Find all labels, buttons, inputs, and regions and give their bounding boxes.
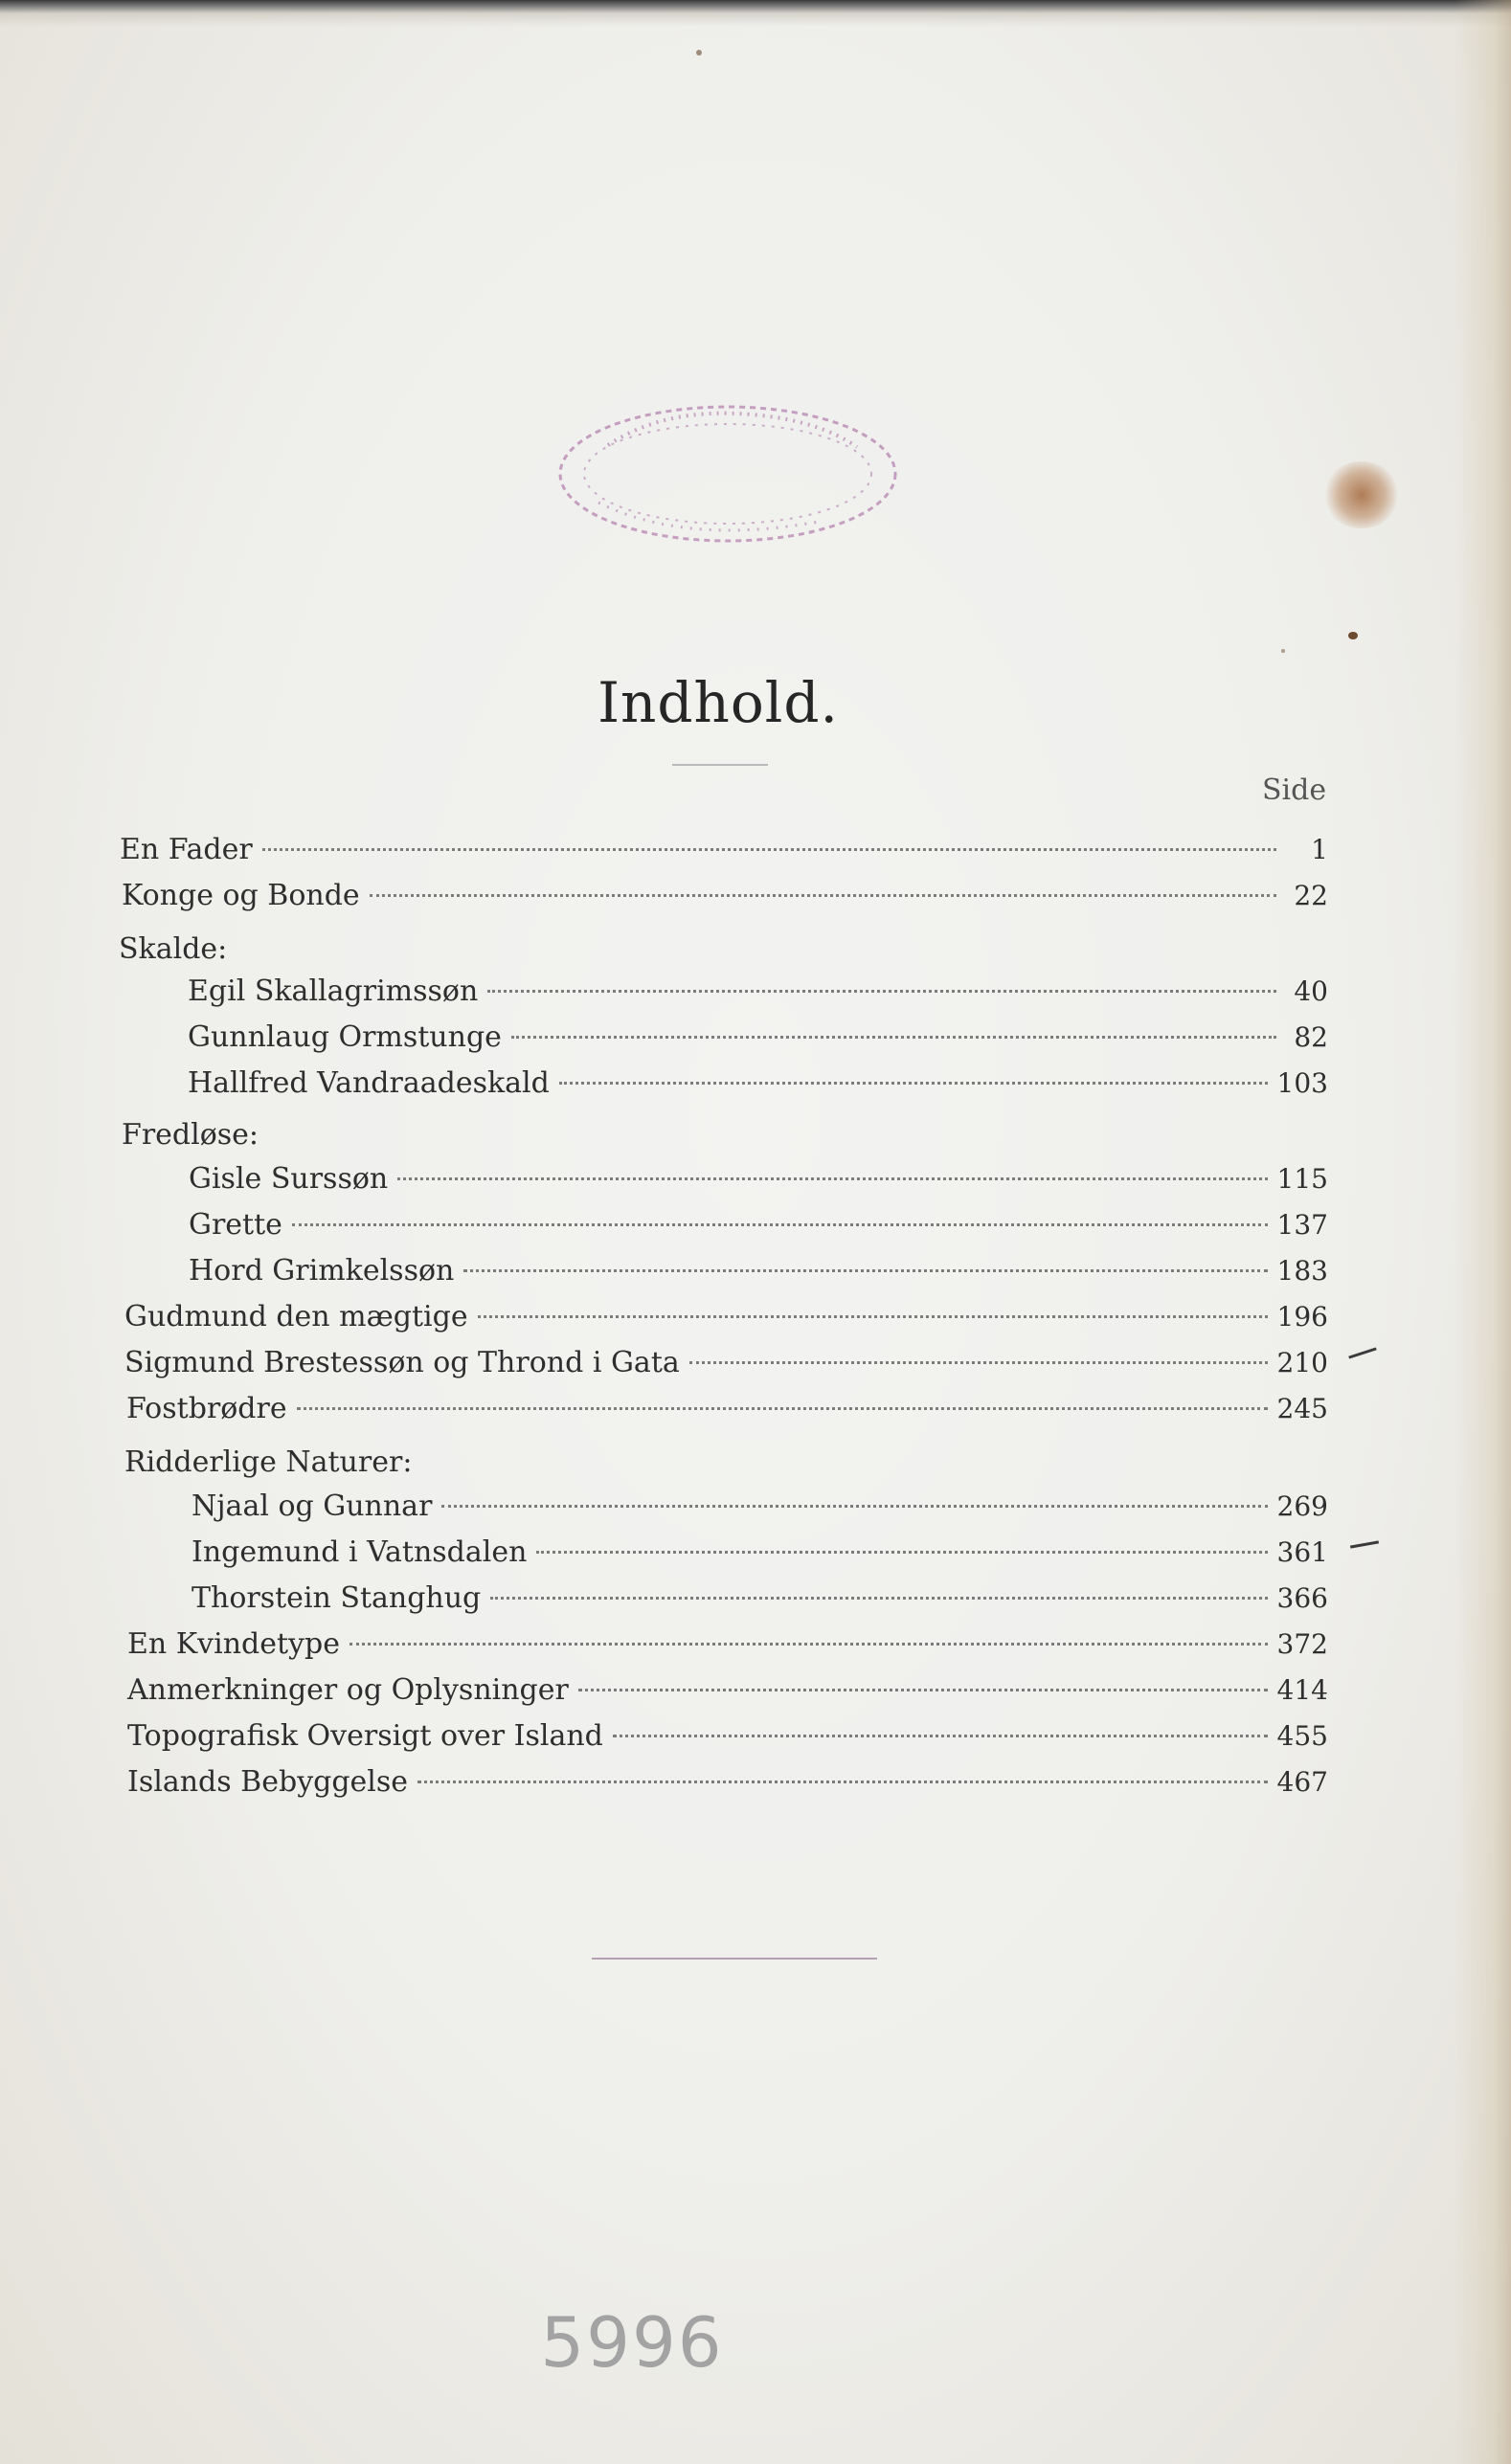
dot-leader — [397, 1177, 1267, 1180]
toc-section-heading: Ridderlige Naturer: — [124, 1445, 413, 1479]
dot-leader — [292, 1223, 1268, 1226]
dot-leader — [613, 1735, 1268, 1737]
dot-leader — [559, 1082, 1268, 1085]
toc-entry-page: 115 — [1276, 1163, 1328, 1195]
toc-entry — [192, 1535, 1328, 1578]
toc-entry — [188, 1066, 1328, 1109]
toc-entry-page: 366 — [1276, 1582, 1328, 1614]
toc-entry-page: 210 — [1276, 1347, 1328, 1378]
dot-leader — [487, 990, 1276, 993]
dot-leader — [578, 1689, 1268, 1691]
toc-entry — [188, 974, 1328, 1017]
dot-leader — [370, 894, 1276, 897]
dot-leader — [463, 1269, 1267, 1272]
toc-entry — [126, 1392, 1328, 1434]
toc-entry-title: Islands Bebyggelse — [127, 1765, 409, 1799]
toc-entry-page: 361 — [1276, 1536, 1328, 1568]
toc-entry-page: 196 — [1276, 1301, 1328, 1333]
toc-entry-title: Topografisk Oversigt over Island — [127, 1719, 603, 1753]
toc-entry — [127, 1627, 1328, 1669]
toc-entry-title: Sigmund Brestessøn og Thrond i Gata — [124, 1346, 680, 1379]
toc-entry-title: Gunnlaug Ormstunge — [188, 1020, 502, 1054]
toc-entry-title: Hallfred Vandraadeskald — [188, 1066, 550, 1100]
toc-entry — [189, 1162, 1328, 1204]
toc-entry — [122, 879, 1328, 921]
toc-entry-page: 372 — [1276, 1628, 1328, 1660]
dot-leader — [441, 1505, 1267, 1508]
inventory-number: 5996 — [540, 2302, 724, 2383]
dot-leader — [511, 1036, 1276, 1039]
dot-leader — [689, 1361, 1268, 1364]
toc-section-heading: Fredløse: — [122, 1118, 259, 1152]
toc-entry — [124, 1346, 1328, 1388]
toc-entry-page: 245 — [1276, 1393, 1328, 1424]
toc-entry-page: 82 — [1294, 1021, 1328, 1053]
dot-leader — [417, 1781, 1268, 1783]
page-column-header: Side — [1262, 773, 1327, 807]
toc-entry-page: 40 — [1294, 975, 1328, 1007]
toc-entry-title: Gudmund den mægtige — [124, 1300, 468, 1333]
toc-entry-title: En Kvindetype — [127, 1627, 340, 1661]
toc-entry-title: En Fader — [120, 833, 253, 866]
toc-entry-title: Thorstein Stanghug — [192, 1581, 482, 1615]
pencil-tick-mark — [1348, 1347, 1376, 1358]
toc-entry-page: 22 — [1294, 880, 1328, 911]
toc-entry-page: 137 — [1276, 1209, 1328, 1241]
toc-entry-title: Grette — [189, 1208, 282, 1242]
toc-entry-page: 467 — [1276, 1766, 1328, 1798]
toc-entry — [120, 833, 1328, 875]
toc-entry — [124, 1300, 1328, 1342]
page-title: Indhold. — [598, 670, 839, 735]
toc-entry — [127, 1673, 1328, 1715]
toc-entry-title: Konge og Bonde — [122, 879, 360, 912]
toc-entry — [189, 1254, 1328, 1296]
toc-entry — [192, 1581, 1328, 1624]
dot-leader — [490, 1597, 1267, 1600]
dot-leader — [350, 1643, 1268, 1646]
toc-entry-page: 103 — [1276, 1067, 1328, 1099]
toc-entry — [192, 1490, 1328, 1532]
toc-entry — [189, 1208, 1328, 1250]
toc-entry-title: Ingemund i Vatnsdalen — [192, 1535, 528, 1569]
closing-rule — [592, 1958, 877, 1960]
dot-leader — [536, 1551, 1267, 1554]
toc-entry-title: Egil Skallagrimssøn — [188, 974, 479, 1008]
dot-leader — [297, 1407, 1268, 1410]
toc-entry-page: 1 — [1311, 834, 1328, 865]
toc-entry-title: Njaal og Gunnar — [192, 1490, 433, 1523]
toc-entry-title: Fostbrødre — [126, 1392, 287, 1425]
toc-entry-page: 269 — [1276, 1490, 1328, 1522]
toc-entry-page: 414 — [1276, 1674, 1328, 1706]
toc-entry — [127, 1765, 1328, 1807]
toc-entry-title: Gisle Surssøn — [189, 1162, 389, 1196]
dot-leader — [478, 1315, 1268, 1318]
toc-entry — [188, 1020, 1328, 1063]
toc-entry-page: 183 — [1276, 1255, 1328, 1287]
toc-entry — [127, 1719, 1328, 1761]
toc-entry-title: Hord Grimkelssøn — [189, 1254, 455, 1288]
dot-leader — [262, 848, 1276, 851]
toc-entry-page: 455 — [1276, 1720, 1328, 1752]
pencil-tick-mark — [1350, 1540, 1379, 1548]
toc-entry-title: Anmerkninger og Oplysninger — [127, 1673, 569, 1707]
toc-section-heading: Skalde: — [119, 932, 228, 966]
